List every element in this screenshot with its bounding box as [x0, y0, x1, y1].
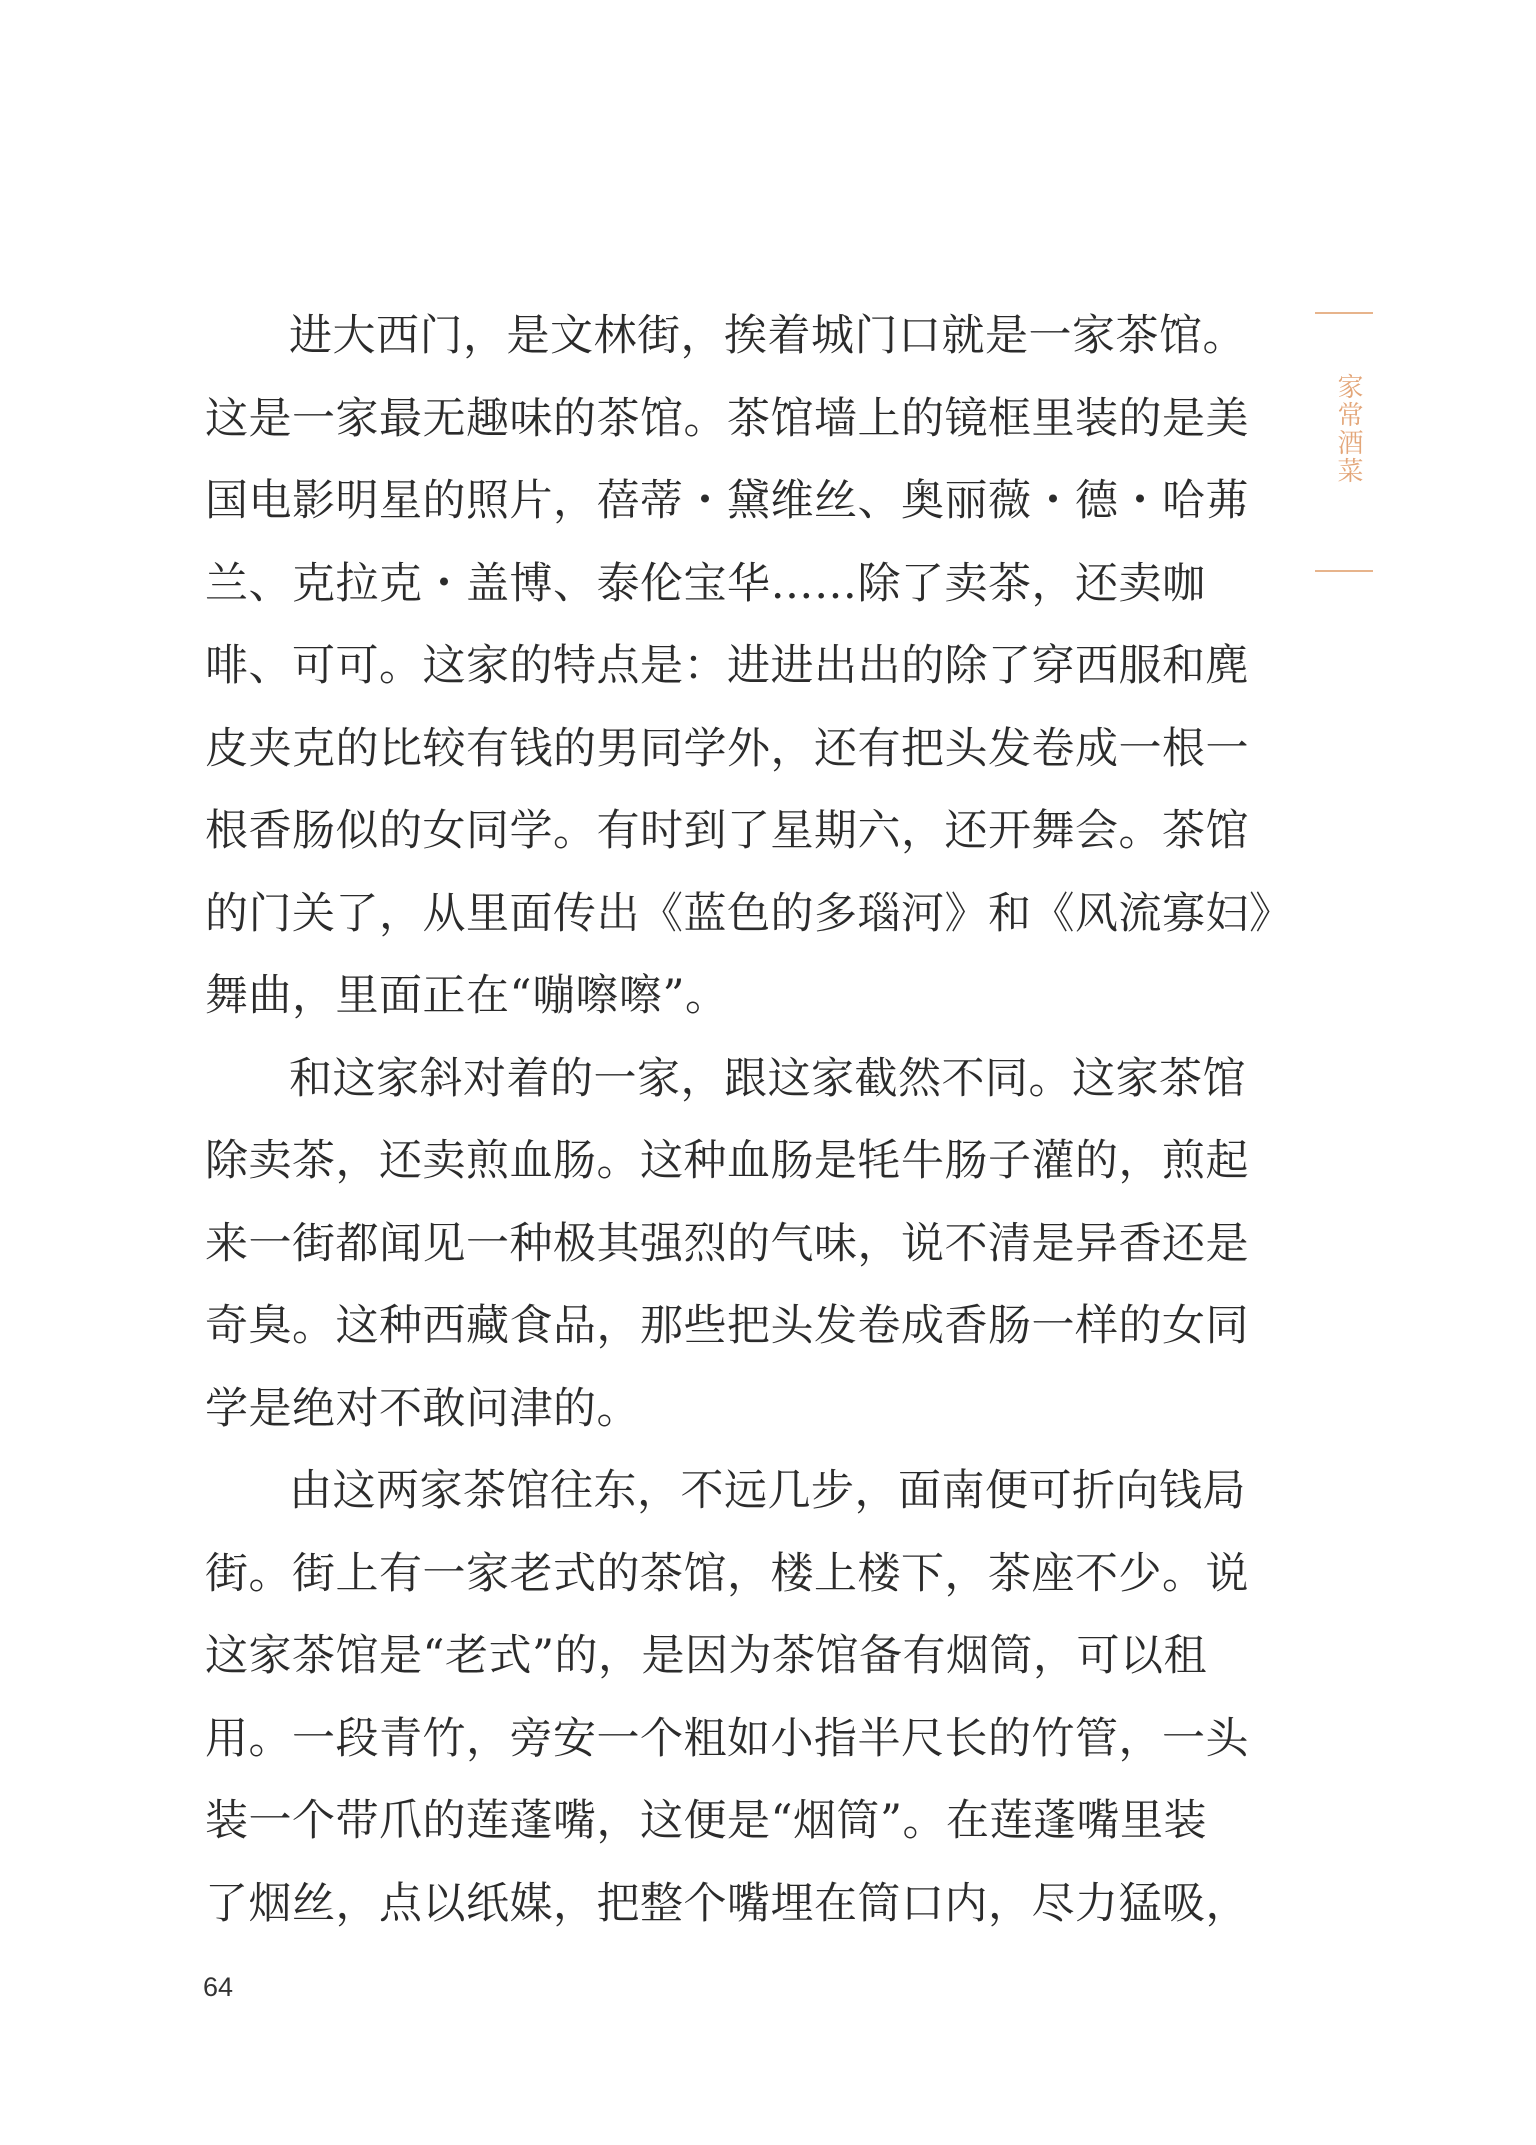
text-line: 这是一家最无趣味的茶馆。茶馆墙上的镜框里装的是美	[205, 393, 1249, 444]
page-number: 64	[203, 1972, 234, 2002]
text-line: 街。街上有一家老式的茶馆，楼上楼下，茶座不少。说	[205, 1548, 1249, 1599]
text-line: 啡、可可。这家的特点是：进进出出的除了穿西服和麂	[205, 641, 1249, 691]
text-line: 用。一段青竹，旁安一个粗如小指半尺长的竹管，一头	[205, 1713, 1249, 1764]
text-line: 根香肠似的女同学。有时到了星期六，还开舞会。茶馆	[205, 806, 1249, 856]
text-line: 进大西门，是文林街，挨着城门口就是一家茶馆。	[289, 311, 1246, 361]
text-line: 舞曲，里面正在“嘣嚓嚓”。	[205, 971, 729, 1021]
text-line: 这家茶馆是“老式”的，是因为茶馆备有烟筒，可以租	[205, 1631, 1207, 1681]
running-head-bottom-rule	[1315, 570, 1373, 572]
running-head-top-rule	[1315, 312, 1373, 314]
text-line: 学是绝对不敢问津的。	[205, 1383, 640, 1434]
text-line: 了烟丝，点以纸媒，把整个嘴埋在筒口内，尽力猛吸，	[205, 1878, 1249, 1929]
text-line: 除卖茶，还卖煎血肠。这种血肠是牦牛肠子灌的，煎起	[205, 1136, 1249, 1186]
text-line: 装一个带爪的莲蓬嘴，这便是“烟筒”。在莲蓬嘴里装	[205, 1796, 1207, 1846]
running-head-title: 家常酒菜	[1333, 373, 1363, 485]
text-line: 国电影明星的照片，蓓蒂・黛维丝、奥丽薇・德・哈茀	[205, 476, 1249, 526]
text-line: 由这两家茶馆往东，不远几步，面南便可折向钱局	[289, 1466, 1246, 1516]
text-line: 的门关了，从里面传出《蓝色的多瑙河》和《风流寡妇》	[205, 888, 1293, 939]
body-text	[205, 295, 1293, 1945]
text-line: 和这家斜对着的一家，跟这家截然不同。这家茶馆	[289, 1053, 1246, 1104]
text-line: 来一街都闻见一种极其强烈的气味，说不清是异香还是	[205, 1218, 1249, 1269]
text-line: 奇臭。这种西藏食品，那些把头发卷成香肠一样的女同	[205, 1301, 1249, 1351]
text-line: 皮夹克的比较有钱的男同学外，还有把头发卷成一根一	[205, 723, 1249, 774]
text-line: 兰、克拉克・盖博、泰伦宝华……除了卖茶，还卖咖	[205, 558, 1206, 609]
